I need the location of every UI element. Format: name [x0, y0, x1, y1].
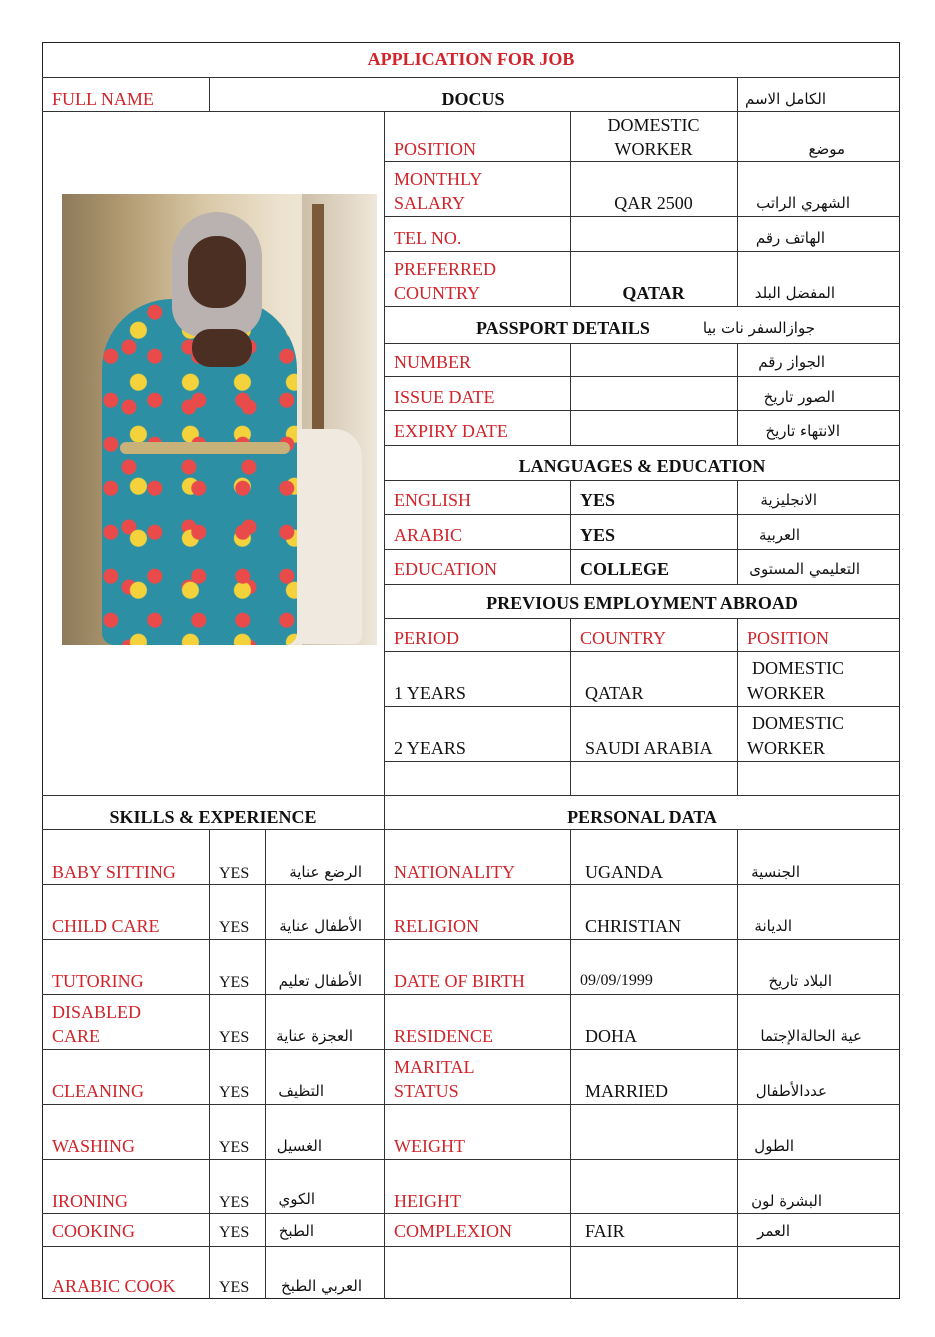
rule	[384, 618, 900, 619]
rule	[42, 1246, 900, 1247]
passport-number-label: NUMBER	[394, 352, 472, 372]
salary-label-line1: MONTHLY	[394, 169, 483, 189]
rule	[42, 795, 900, 796]
personal-value: DOHA	[585, 1026, 637, 1046]
expiry-date-ar: الانتهاء تاريخ	[765, 422, 840, 440]
rule	[384, 410, 900, 411]
rule	[42, 994, 900, 995]
salary-value: QAR 2500	[614, 193, 693, 213]
employment-row-1-period: 1 YEARS	[394, 683, 466, 703]
rule	[42, 1104, 900, 1105]
skill-value: YES	[219, 1139, 250, 1156]
employment-header: PREVIOUS EMPLOYMENT ABROAD	[486, 593, 798, 613]
issue-date-ar: الصور تاريخ	[763, 388, 835, 406]
skill-label: IRONING	[52, 1191, 128, 1211]
rule	[384, 480, 900, 481]
skill-label: COOKING	[52, 1221, 135, 1241]
rule	[384, 161, 900, 162]
expiry-date-label: EXPIRY DATE	[394, 421, 508, 441]
full-name-ar: الكامل الاسم	[745, 90, 827, 108]
arabic-value: YES	[580, 525, 616, 545]
rule	[570, 480, 571, 584]
rule	[384, 306, 900, 307]
personal-label: RELIGION	[394, 916, 479, 936]
rule	[570, 343, 571, 445]
skill-ar: الطبخ	[278, 1222, 314, 1240]
preferred-country-label-line1: PREFERRED	[394, 259, 497, 279]
preferred-country-ar: المفضل البلد	[754, 284, 835, 302]
personal-ar: الديانة	[754, 917, 792, 935]
rule	[42, 829, 900, 830]
issue-date-label: ISSUE DATE	[394, 387, 495, 407]
rule	[570, 618, 571, 795]
personal-label: MARITAL	[394, 1057, 475, 1077]
skill-label: ARABIC COOK	[52, 1276, 176, 1296]
rule	[737, 618, 738, 795]
skill-value: YES	[219, 919, 250, 936]
skill-label: TUTORING	[52, 971, 144, 991]
rule	[384, 514, 900, 515]
rule	[42, 939, 900, 940]
skill-value: YES	[219, 974, 250, 991]
personal-label: COMPLEXION	[394, 1221, 513, 1241]
skill-ar: العربي الطبخ	[281, 1277, 362, 1295]
rule	[42, 77, 900, 78]
personal-ar: البشرة لون	[751, 1192, 822, 1210]
col-position: POSITION	[747, 628, 830, 648]
skill-ar: الغسيل	[276, 1137, 322, 1155]
rule	[737, 343, 738, 445]
rule	[570, 829, 571, 1299]
personal-ar: البلاد تاريخ	[768, 972, 832, 990]
arabic-label: ARABIC	[394, 525, 463, 545]
passport-number-ar: الجواز رقم	[758, 353, 825, 371]
rule	[737, 111, 738, 306]
rule	[384, 445, 900, 446]
rule	[384, 343, 900, 344]
personal-label: NATIONALITY	[394, 862, 515, 882]
personal-value: CHRISTIAN	[585, 916, 682, 936]
personal-header: PERSONAL DATA	[567, 807, 717, 827]
rule	[384, 706, 900, 707]
form-title: APPLICATION FOR JOB	[367, 49, 575, 69]
rule	[42, 1159, 900, 1160]
rule	[265, 829, 266, 1299]
rule	[384, 251, 900, 252]
col-period: PERIOD	[394, 628, 460, 648]
education-label: EDUCATION	[394, 559, 497, 579]
skill-ar: الأطفال عناية	[279, 917, 362, 935]
education-value: COLLEGE	[580, 559, 670, 579]
english-label: ENGLISH	[394, 490, 471, 510]
skill-label-line2: CARE	[52, 1026, 101, 1046]
skill-ar: الكوي	[278, 1190, 315, 1208]
personal-label: DATE OF BIRTH	[394, 971, 525, 991]
skills-header: SKILLS & EXPERIENCE	[109, 807, 317, 827]
arabic-ar: العربية	[759, 526, 800, 544]
skill-value: YES	[219, 1279, 250, 1296]
employment-row-2-position-line2: WORKER	[747, 738, 825, 758]
rule	[384, 761, 900, 762]
preferred-country-label-line2: COUNTRY	[394, 283, 481, 303]
position-value-line1: DOMESTIC	[607, 115, 700, 135]
personal-ar: عددالأطفال	[755, 1082, 827, 1100]
col-country: COUNTRY	[580, 628, 667, 648]
personal-label-line2: STATUS	[394, 1081, 459, 1101]
applicant-photo	[62, 194, 377, 645]
personal-value: UGANDA	[585, 862, 663, 882]
rule	[384, 584, 900, 585]
skill-ar: الأطفال تعليم	[278, 972, 362, 990]
skill-ar: التظيف	[278, 1082, 324, 1100]
position-value-line2: WORKER	[614, 139, 693, 159]
position-ar: موضع	[808, 140, 845, 158]
rule	[384, 651, 900, 652]
skill-ar: العجزة عناية	[276, 1027, 353, 1045]
skill-label: DISABLED	[52, 1002, 141, 1022]
skill-label: CHILD CARE	[52, 916, 160, 936]
rule	[209, 829, 210, 1299]
passport-header: PASSPORT DETAILS	[476, 318, 650, 338]
passport-header-ar: جوازالسفر نات بيا	[702, 319, 815, 337]
rule	[384, 111, 385, 1299]
skill-value: YES	[219, 865, 250, 882]
rule	[42, 111, 900, 112]
rule	[384, 216, 900, 217]
personal-label: RESIDENCE	[394, 1026, 493, 1046]
personal-value: MARRIED	[585, 1081, 669, 1101]
rule	[42, 884, 900, 885]
tel-ar: الهاتف رقم	[755, 229, 825, 247]
employment-row-1-position-line1: DOMESTIC	[752, 658, 845, 678]
employment-row-2-country: SAUDI ARABIA	[585, 738, 713, 758]
personal-ar: الطول	[754, 1137, 794, 1155]
rule	[42, 1049, 900, 1050]
personal-value: 09/09/1999	[580, 972, 653, 989]
employment-row-1-country: QATAR	[585, 683, 644, 703]
salary-label-line2: SALARY	[394, 193, 466, 213]
skill-value: YES	[219, 1029, 250, 1046]
english-value: YES	[580, 490, 616, 510]
skill-label: CLEANING	[52, 1081, 144, 1101]
skill-label: WASHING	[52, 1136, 135, 1156]
rule	[384, 549, 900, 550]
personal-value: FAIR	[585, 1221, 625, 1241]
rule	[384, 376, 900, 377]
rule	[42, 1213, 900, 1214]
languages-header: LANGUAGES & EDUCATION	[518, 456, 766, 476]
skill-label: BABY SITTING	[52, 862, 176, 882]
full-name-value: DOCUS	[441, 89, 505, 109]
employment-row-2-period: 2 YEARS	[394, 738, 466, 758]
rule	[737, 829, 738, 1299]
skill-value: YES	[219, 1224, 250, 1241]
personal-label: HEIGHT	[394, 1191, 461, 1211]
position-label: POSITION	[394, 139, 477, 159]
english-ar: الانجليزية	[760, 491, 817, 509]
personal-ar: العمر	[757, 1222, 790, 1240]
preferred-country-value: QATAR	[622, 283, 685, 303]
education-ar: التعليمي المستوى	[749, 560, 860, 578]
skill-ar: الرضع عناية	[289, 863, 362, 881]
personal-ar: الجنسية	[751, 863, 800, 881]
full-name-label: FULL NAME	[52, 89, 154, 109]
skill-value: YES	[219, 1194, 250, 1211]
employment-row-2-position-line1: DOMESTIC	[752, 713, 845, 733]
tel-label: TEL NO.	[394, 228, 462, 248]
salary-ar: الشهري الراتب	[756, 194, 850, 212]
rule	[737, 480, 738, 584]
employment-row-1-position-line2: WORKER	[747, 683, 825, 703]
personal-ar: عية الحالةالإجتما	[760, 1027, 862, 1045]
rule	[737, 77, 738, 111]
personal-label: WEIGHT	[394, 1136, 465, 1156]
skill-value: YES	[219, 1084, 250, 1101]
